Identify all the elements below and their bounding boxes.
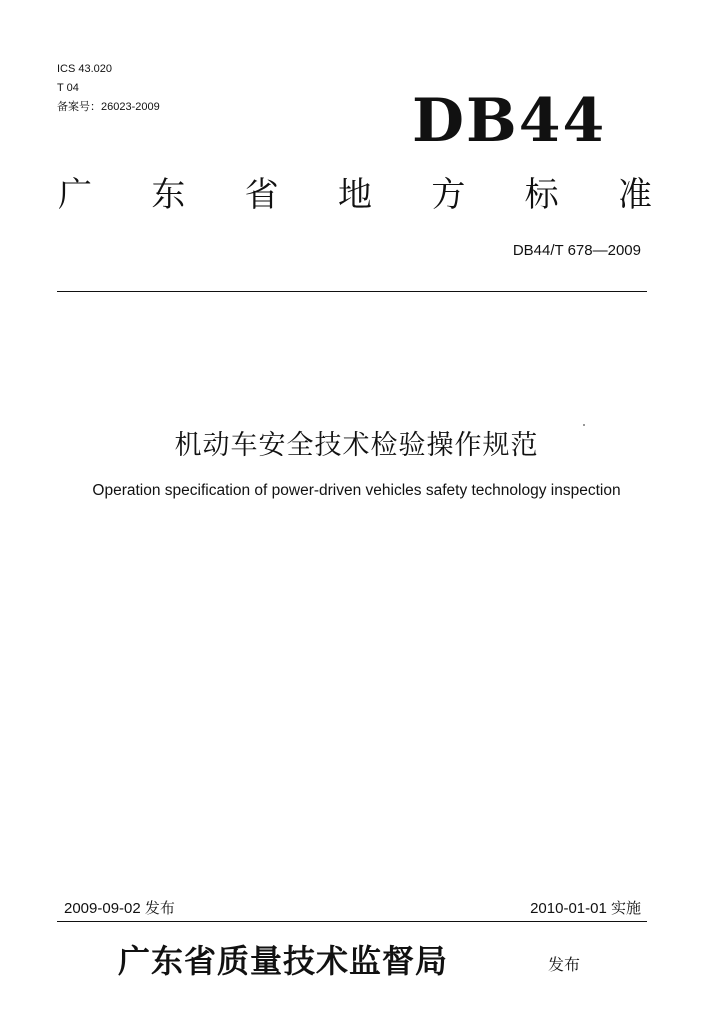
standard-type-heading [55, 175, 655, 215]
db44-logo: DB44 [412, 86, 607, 156]
ics-code: ICS 43.020 [57, 63, 113, 75]
filing-number: 备案号：26023-2009 [57, 101, 160, 113]
standard-type-char: 广 [58, 175, 92, 215]
document-title-chinese: 机动车安全技术检验操作规范 [174, 430, 539, 461]
standard-type-char: 方 [431, 175, 466, 215]
standard-type-char: 省 [244, 175, 279, 215]
bottom-divider [57, 921, 647, 922]
classification-block [57, 60, 160, 117]
class-code: T 04 [57, 82, 79, 94]
standard-type-char: 准 [617, 175, 652, 215]
top-divider [57, 291, 647, 292]
document-title-english: Operation specification of power-driven vehicles safety technology inspection [92, 482, 621, 499]
issuing-authority: 广东省质量技术监督局 [118, 942, 449, 980]
scan-speck [583, 424, 585, 426]
standard-type-char: 标 [524, 175, 559, 215]
standard-type-char: 地 [337, 175, 372, 215]
issue-date: 2009-09-02 发布 [64, 900, 175, 917]
standard-type-char: 东 [151, 175, 186, 215]
issuing-action: 发布 [548, 955, 581, 974]
standard-number: DB44/T 678—2009 [512, 242, 641, 259]
effective-date: 2010-01-01 实施 [530, 900, 641, 917]
